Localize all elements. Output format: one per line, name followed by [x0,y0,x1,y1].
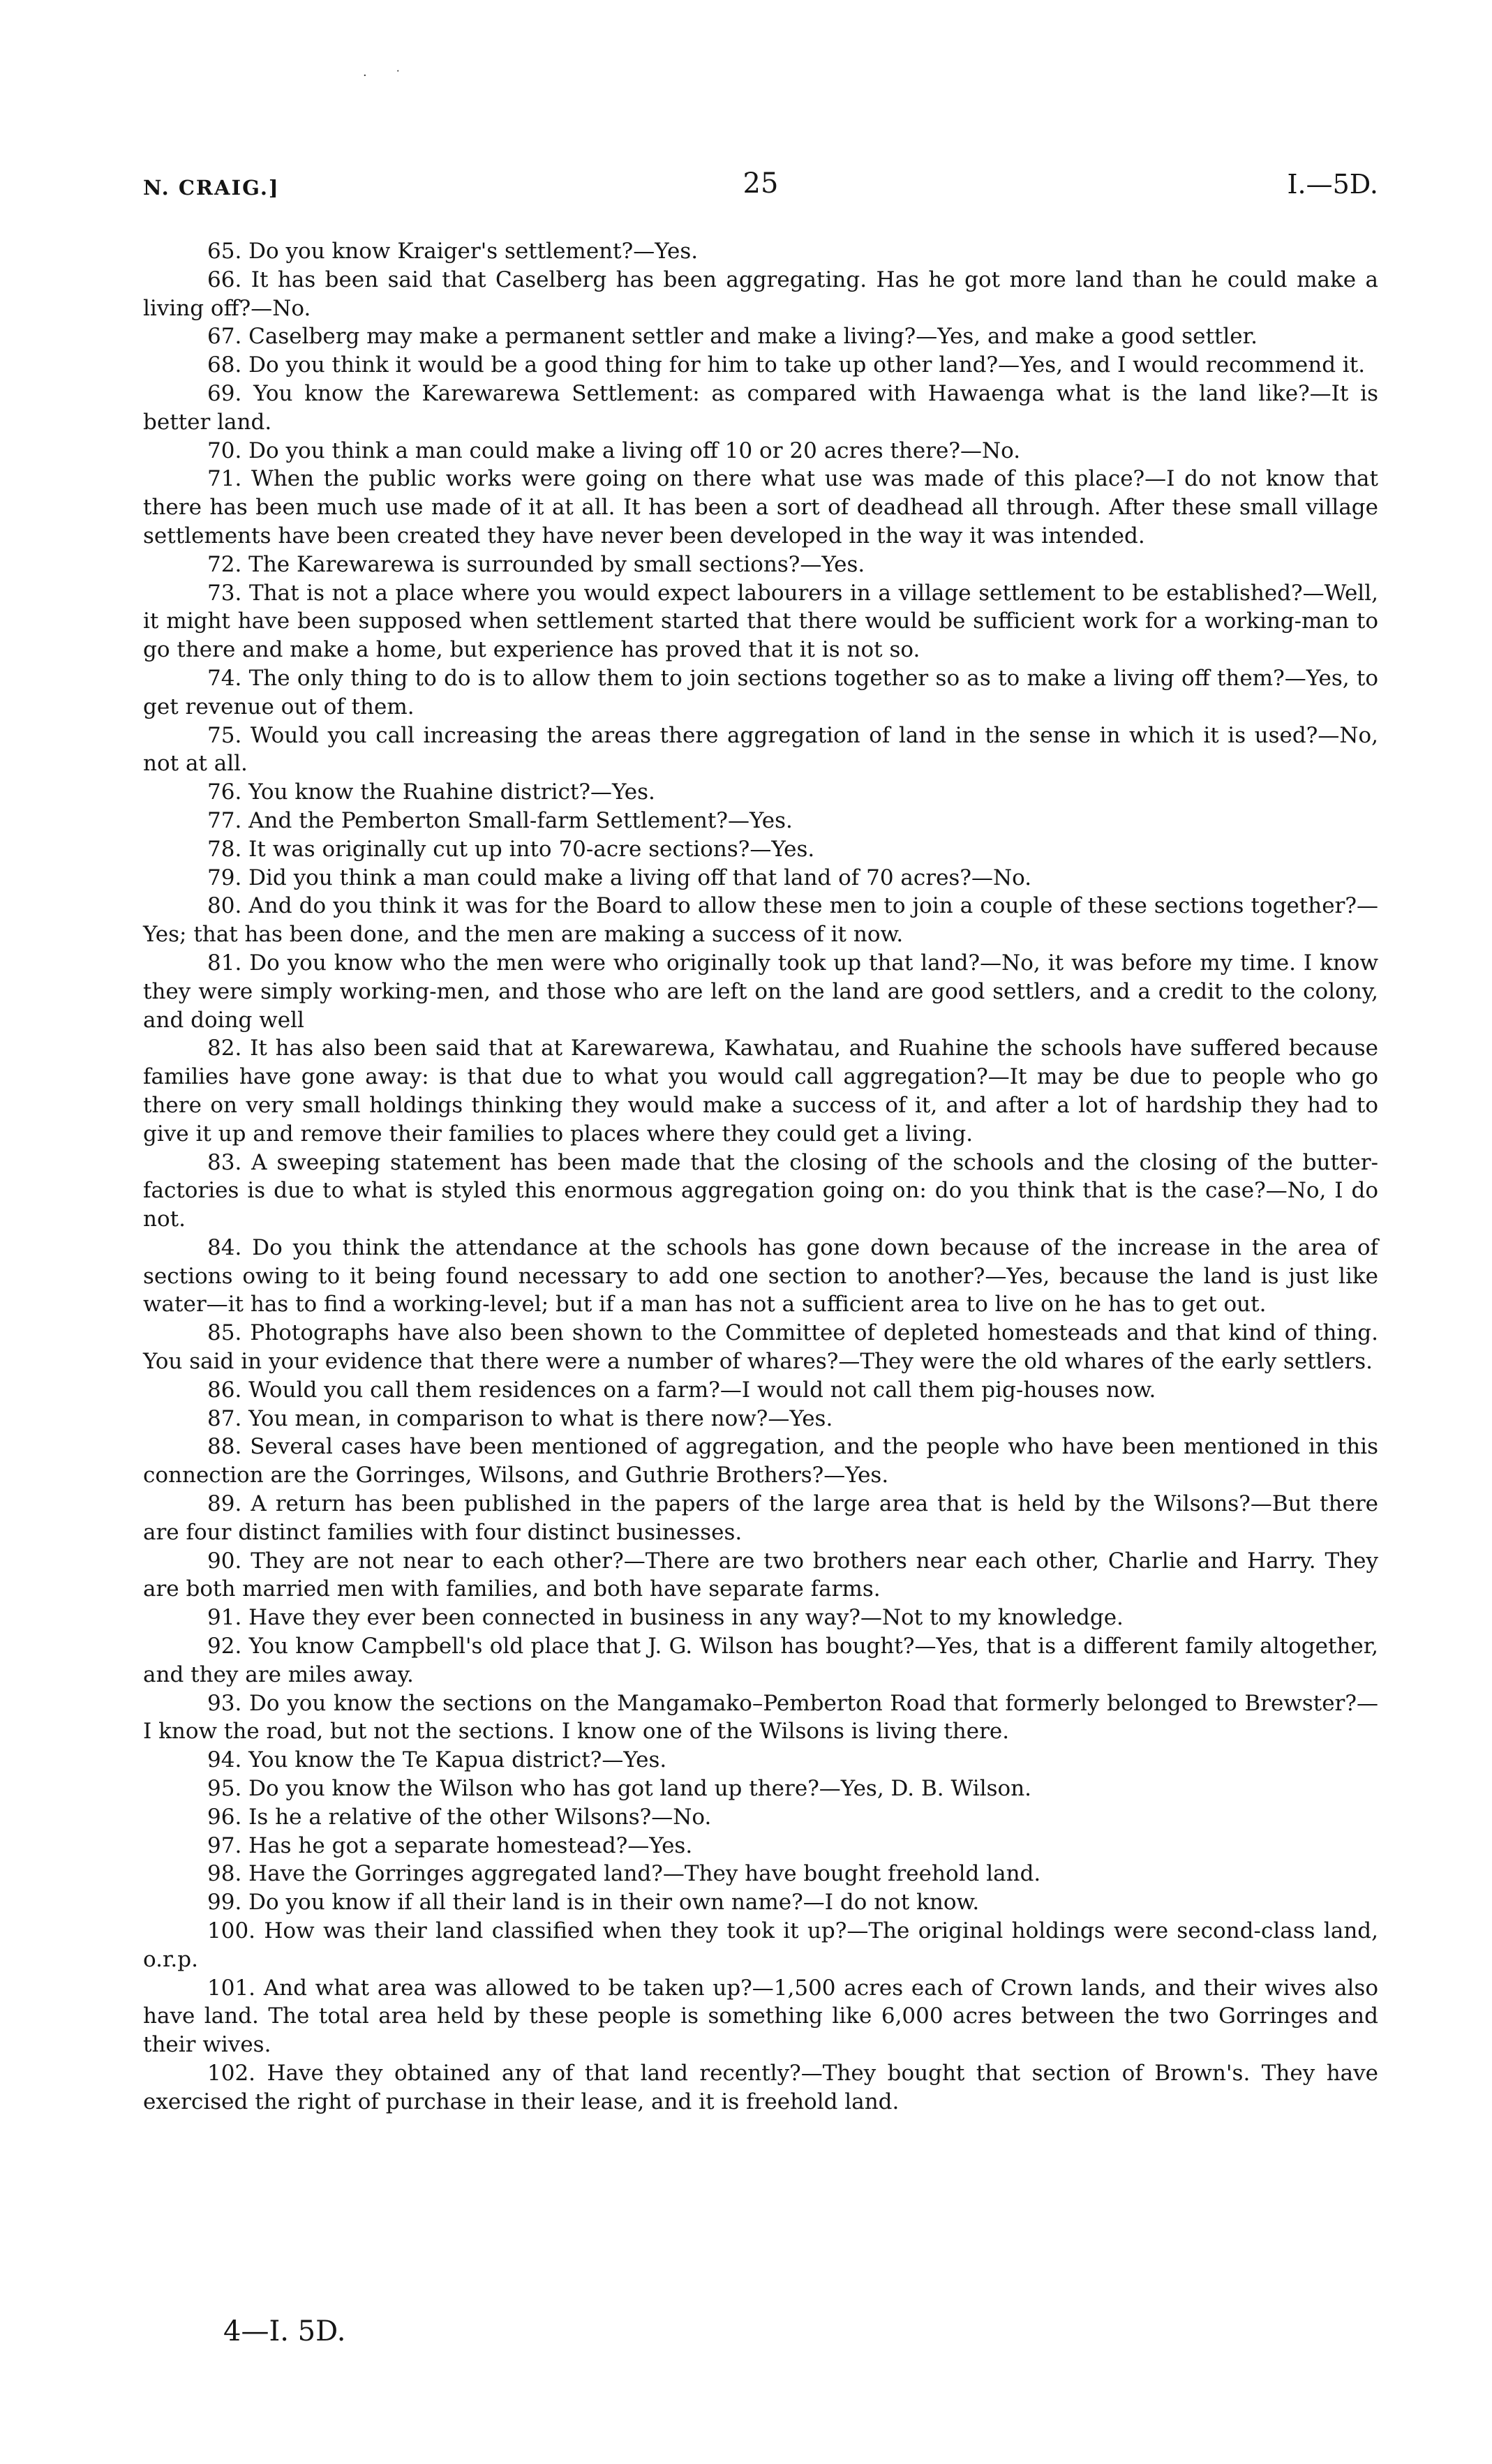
question-answer-paragraph: 98. Have the Gorringes aggregated land?—They have bought freehold land. [207,1861,1041,1887]
signature-mark: 4—I. 5D. [223,2315,346,2347]
question-answer-paragraph: 99. Do you know if all their land is in their own name?—I do not know. [207,1890,980,1916]
question-answer-paragraph: 84. Do you think the attendance at the schools has gone down because of the increase in the area of sections owing to it being found necessary to add one section to another?—Yes, because the land is just like water—it has to find a working-level; but if a man has not a sufficient area to live on he has to get out. [143,1234,1378,1317]
header-witness: N. CRAIG.] [143,176,280,200]
question-answer-paragraph: 81. Do you know who the men were who originally took up that land?—No, it was before my time. I know they were simply working-men, and those who are left on the land are good settlers, and a credit to the colony, and doing well [143,950,1378,1033]
question-answer-paragraph: 69. You know the Karewarewa Settlement: as compared with Hawaenga what is the land like?—It is better land. [143,380,1378,435]
testimony-body [143,237,1378,2116]
scan-specks: ·˙ [363,68,429,83]
question-answer-paragraph: 97. Has he got a separate homestead?—Yes. [207,1832,693,1858]
question-answer-paragraph: 77. And the Pemberton Small-farm Settlement?—Yes. [207,807,793,833]
question-answer-paragraph: 72. The Karewarewa is surrounded by small sections?—Yes. [207,551,865,577]
question-answer-paragraph: 70. Do you think a man could make a living off 10 or 20 acres there?—No. [207,438,1021,463]
question-answer-paragraph: 71. When the public works were going on there what use was made of this place?—I do not know that there has been much use made of it at all. It has been a sort of deadhead all through. After these small village settlements have been created they have never been developed in the way it was intended. [143,466,1378,548]
question-answer-paragraph: 92. You know Campbell's old place that J. G. Wilson has bought?—Yes, that is a different family altogether, and they are miles away. [143,1634,1378,1687]
question-answer-paragraph: 88. Several cases have been mentioned of aggregation, and the people who have been mentioned in this connection are the Gorringes, Wilsons, and Guthrie Brothers?—Yes. [143,1434,1378,1488]
question-answer-paragraph: 67. Caselberg may make a permanent settler and make a living?—Yes, and make a good settler. [207,324,1258,350]
question-answer-paragraph: 65. Do you know Kraiger's settlement?—Yes. [207,239,699,264]
question-answer-paragraph: 90. They are not near to each other?—There are two brothers near each other, Charlie and Harry. They are both married men with families, and both have separate farms. [143,1548,1378,1602]
question-answer-paragraph: 95. Do you know the Wilson who has got land up there?—Yes, D. B. Wilson. [207,1776,1032,1802]
question-answer-paragraph: 75. Would you call increasing the areas there aggregation of land in the sense in which it is used?—No, not at all. [143,722,1378,777]
question-answer-paragraph: 82. It has also been said that at Karewarewa, Kawhatau, and Ruahine the schools have suffered because families have gone away: is that due to what you would call aggregation?—It may be due to people who go there on very small holdings thinking they would make a success of it, and after a lot of hardship they had to give it up and remove their families to places where they could get a living. [143,1036,1378,1147]
question-answer-paragraph: 66. It has been said that Caselberg has been aggregating. Has he got more land than he could make a living off?—No. [143,267,1378,321]
question-answer-paragraph: 80. And do you think it was for the Board to allow these men to join a couple of these sections together?—Yes; that has been done, and the men are making a success of it now. [143,893,1378,948]
paper-reference: I.—5D. [1287,169,1378,200]
question-answer-paragraph: 74. The only thing to do is to allow them to join sections together so as to make a living off them?—Yes, to get revenue out of them. [143,665,1378,719]
question-answer-paragraph: 79. Did you think a man could make a living off that land of 70 acres?—No. [207,865,1032,890]
question-answer-paragraph: 73. That is not a place where you would expect labourers in a village settlement to be established?—Well, it might have been supposed when settlement started that there would be sufficient work for a working-man to go there and make a home, but experience has proved that it is not so. [143,580,1378,663]
question-answer-paragraph: 68. Do you think it would be a good thing for him to take up other land?—Yes, and I would recommend it. [207,352,1366,378]
page-header [143,167,1378,209]
question-answer-paragraph: 96. Is he a relative of the other Wilsons?—No. [207,1804,712,1830]
question-answer-paragraph: 78. It was originally cut up into 70-acre sections?—Yes. [207,836,815,862]
question-answer-paragraph: 91. Have they ever been connected in business in any way?—Not to my knowledge. [207,1605,1124,1631]
question-answer-paragraph: 93. Do you know the sections on the Mangamako–Pemberton Road that formerly belonged to Brewster?—I know the road, but not the sections. I know one of the Wilsons is living there. [143,1690,1378,1745]
question-answer-paragraph: 100. How was their land classified when they took it up?—The original holdings were second-class land, o.r.p. [143,1918,1378,1972]
question-answer-paragraph: 86. Would you call them residences on a farm?—I would not call them pig-houses now. [207,1377,1156,1403]
page-number: 25 [743,167,779,200]
question-answer-paragraph: 76. You know the Ruahine district?—Yes. [207,779,655,805]
question-answer-paragraph: 101. And what area was allowed to be taken up?—1,500 acres each of Crown lands, and their wives also have land. The total area held by these people is something like 6,000 acres between the two Gorringes and their wives. [143,1975,1378,2058]
question-answer-paragraph: 102. Have they obtained any of that land recently?—They bought that section of Brown's. They have exercised the right of purchase in their lease, and it is freehold land. [143,2061,1378,2114]
question-answer-paragraph: 89. A return has been published in the papers of the large area that is held by the Wilsons?—But there are four distinct families with four distinct businesses. [143,1491,1378,1545]
question-answer-paragraph: 87. You mean, in comparison to what is there now?—Yes. [207,1405,833,1431]
question-answer-paragraph: 85. Photographs have also been shown to the Committee of depleted homesteads and that kind of thing. You said in your evidence that there were a number of whares?—They were the old whares of the early settlers. [143,1320,1378,1375]
question-answer-paragraph: 83. A sweeping statement has been made that the closing of the schools and the closing of the butter-factories is due to what is styled this enormous aggregation going on: do you think that is the case?—No, I do not. [143,1149,1378,1232]
question-answer-paragraph: 94. You know the Te Kapua district?—Yes. [207,1747,667,1773]
